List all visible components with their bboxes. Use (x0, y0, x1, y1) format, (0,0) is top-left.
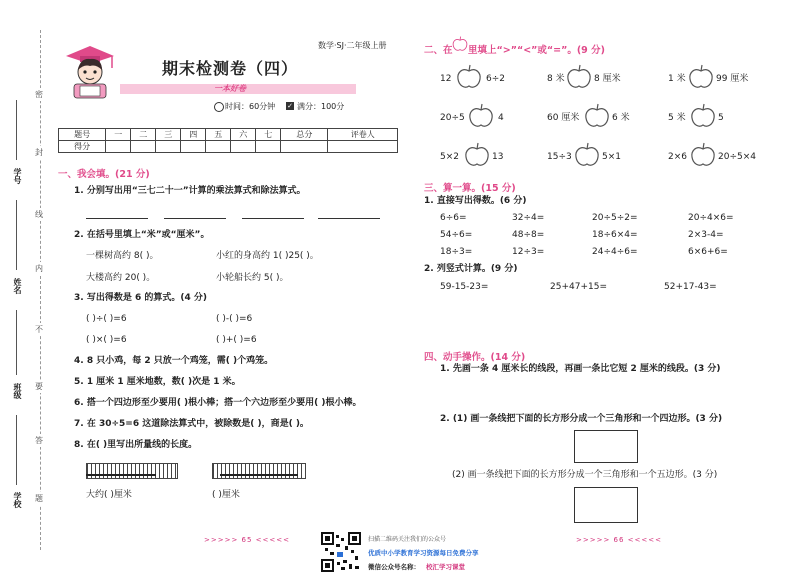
table-cell: 评卷人 (328, 129, 398, 141)
compare-left: 1 米 (668, 74, 686, 84)
clock-icon (214, 102, 224, 112)
page-number-left: >>>>> 65 <<<<< (204, 536, 291, 544)
margin-line (16, 310, 17, 375)
s4-question-2b: (2) 画一条线把下面的长方形分成一个三角形和一个五边形。(3 分) (452, 470, 718, 480)
seal-char: 题 (35, 494, 43, 503)
apple-answer-icon[interactable] (690, 142, 716, 168)
name-label: 姓名 (13, 278, 22, 294)
question-2c: 大楼高约 20( )。 (86, 273, 156, 283)
binding-dashed-line (40, 30, 41, 550)
wechat-name: 校汇学习课堂 (426, 563, 465, 571)
vertical-calc: 25+47+15= (550, 282, 607, 292)
s3-question-2: 2. 列竖式计算。(9 分) (424, 264, 518, 274)
table-cell: 总分 (281, 129, 328, 141)
table-cell: 五 (206, 129, 231, 141)
section3-title: 三、算一算。(15 分) (424, 183, 516, 194)
seal-char: 线 (35, 210, 43, 219)
score-input-cell[interactable] (231, 141, 256, 153)
compare-right: 99 厘米 (716, 74, 749, 84)
answer-line[interactable] (242, 218, 304, 219)
score-input-cell[interactable] (181, 141, 206, 153)
table-cell: 三 (156, 129, 181, 141)
question-3d: ( )+( )=6 (216, 335, 257, 345)
ruler-left (86, 463, 178, 479)
question-2a: 一棵树高约 8( )。 (86, 251, 159, 261)
compare-right: 5 (718, 113, 724, 123)
oral-item: 6×6+6= (688, 247, 728, 257)
wechat-label: 微信公众号名称： (368, 563, 420, 571)
seal-char: 不 (35, 325, 43, 334)
question-8a: 大约( )厘米 (86, 490, 132, 500)
section1-title: 一、我会填。(21 分) (58, 169, 150, 180)
compare-right: 5×1 (602, 152, 621, 162)
oral-item: 18÷3= (440, 247, 473, 257)
question-7: 7. 在 30÷5=6 这道除法算式中，被除数是( )，商是( )。 (74, 419, 309, 429)
apple-answer-icon[interactable] (690, 103, 716, 129)
question-6: 6. 搭一个四边形至少要用( )根小棒；搭一个六边形至少要用( )根小棒。 (74, 398, 362, 408)
oral-item: 18÷6×4= (592, 230, 638, 240)
compare-left: 5×2 (440, 152, 459, 162)
score-input-cell[interactable] (281, 141, 328, 153)
score-input-cell[interactable] (256, 141, 281, 153)
score-input-cell[interactable] (206, 141, 231, 153)
apple-answer-icon[interactable] (574, 142, 600, 168)
oral-item: 20÷5÷2= (592, 213, 638, 223)
question-2b: 小红的身高约 1( )25( )。 (216, 251, 319, 261)
oral-item: 12÷3= (512, 247, 545, 257)
student-number-label: 学号 (13, 168, 22, 184)
apple-icon (452, 35, 468, 53)
apple-answer-icon[interactable] (456, 64, 482, 90)
compare-left: 12 (440, 74, 452, 84)
subject-label: 数学·SJ·二年级上册 (318, 41, 387, 50)
section4-title: 四、动手操作。(14 分) (424, 352, 526, 363)
table-cell: 四 (181, 129, 206, 141)
compare-right: 6÷2 (486, 74, 505, 84)
seal-char: 密 (35, 90, 43, 99)
question-3: 3. 写出得数是 6 的算式。(4 分) (74, 293, 207, 303)
rectangle-drawing-area[interactable] (574, 430, 638, 463)
oral-item: 2×3-4= (688, 230, 724, 240)
compare-left: 15÷3 (547, 152, 572, 162)
s4-question-2a: 2. (1) 画一条线把下面的长方形分成一个三角形和一个四边形。(3 分) (440, 414, 723, 424)
measured-line-right (220, 474, 298, 476)
question-2d: 小轮船长约 5( )。 (216, 273, 289, 283)
s3-question-1: 1. 直接写出得数。(6 分) (424, 196, 527, 206)
promo-text: 优质中小学教育学习资源每日免费分享 (368, 549, 479, 557)
section2-title-prefix: 二、在 (424, 45, 453, 56)
compare-left: 5 米 (668, 113, 686, 123)
table-cell: 题号 (59, 129, 106, 141)
brand-subtitle: 一本好卷 (214, 84, 246, 93)
measured-line-left (86, 474, 156, 476)
oral-item: 32÷4= (512, 213, 545, 223)
table-cell: 二 (131, 129, 156, 141)
score-input-cell[interactable] (156, 141, 181, 153)
compare-right: 6 米 (612, 113, 630, 123)
page-number-right: >>>>> 66 <<<<< (576, 536, 663, 544)
seal-char: 内 (35, 264, 43, 273)
apple-answer-icon[interactable] (584, 103, 610, 129)
apple-answer-icon[interactable] (464, 142, 490, 168)
compare-left: 20÷5 (440, 113, 465, 123)
seal-char: 封 (35, 148, 43, 157)
qr-code-icon[interactable] (321, 532, 361, 572)
oral-item: 48÷8= (512, 230, 545, 240)
scan-hint: 扫描二维码关注我们的公众号 (368, 536, 447, 543)
answer-line[interactable] (164, 218, 226, 219)
score-input-cell[interactable] (131, 141, 156, 153)
checkbox-icon: ✓ (287, 102, 293, 110)
question-8b: ( )厘米 (212, 490, 240, 500)
compare-left: 60 厘米 (547, 113, 580, 123)
page-title: 期末检测卷（四） (162, 59, 299, 78)
question-3c: ( )×( )=6 (86, 335, 127, 345)
compare-right: 8 厘米 (594, 74, 621, 84)
time-label: 时间：60分钟 (225, 102, 276, 111)
apple-answer-icon[interactable] (468, 103, 494, 129)
oral-item: 20÷4×6= (688, 213, 734, 223)
compare-right: 13 (492, 152, 504, 162)
score-input-cell[interactable] (328, 141, 398, 153)
compare-right: 20÷5×4 (718, 152, 756, 162)
apple-answer-icon[interactable] (566, 64, 592, 90)
rectangle-drawing-area[interactable] (574, 487, 638, 523)
oral-item: 54÷6= (440, 230, 473, 240)
s4-question-1: 1. 先画一条 4 厘米长的线段，再画一条比它短 2 厘米的线段。(3 分) (440, 364, 721, 374)
margin-line (16, 100, 17, 160)
seal-char: 答 (35, 436, 43, 445)
answer-line[interactable] (318, 218, 380, 219)
oral-item: 6÷6= (440, 213, 467, 223)
table-row (59, 141, 398, 153)
table-cell: 六 (231, 129, 256, 141)
compare-right: 4 (498, 113, 504, 123)
question-3b: ( )-( )=6 (216, 314, 253, 324)
margin-line (16, 415, 17, 485)
answer-line[interactable] (86, 218, 148, 219)
school-label: 学校 (13, 492, 22, 508)
vertical-calc: 52+17-43= (664, 282, 717, 292)
compare-left: 8 米 (547, 74, 565, 84)
compare-left: 2×6 (668, 152, 687, 162)
question-4: 4. 8 只小鸡，每 2 只放一个鸡笼，需( )个鸡笼。 (74, 356, 274, 366)
question-3a: ( )÷( )=6 (86, 314, 127, 324)
margin-line (16, 200, 17, 270)
question-1: 1. 分别写出用“三七二十一”计算的乘法算式和除法算式。 (74, 186, 306, 196)
oral-item: 24÷4÷6= (592, 247, 638, 257)
table-cell: 七 (256, 129, 281, 141)
table-cell: 一 (106, 129, 131, 141)
section2-title-suffix: 里填上“>”“<”或“=”。(9 分) (468, 45, 605, 56)
apple-answer-icon[interactable] (688, 64, 714, 90)
full-score-label: 满分：100分 (297, 102, 345, 111)
seal-char: 要 (35, 382, 43, 391)
score-table (58, 128, 398, 153)
score-input-cell[interactable] (106, 141, 131, 153)
table-cell: 得分 (59, 141, 106, 153)
table-row (59, 129, 398, 141)
mascot-girl-icon (60, 42, 118, 100)
ruler-right (212, 463, 306, 479)
question-2: 2. 在括号里填上“米”或“厘米”。 (74, 230, 210, 240)
question-5: 5. 1 厘米 1 厘米地数，数( )次是 1 米。 (74, 377, 241, 387)
class-label: 班级 (13, 383, 22, 399)
vertical-calc: 59-15-23= (440, 282, 489, 292)
question-8: 8. 在( )里写出所量线的长度。 (74, 440, 198, 450)
